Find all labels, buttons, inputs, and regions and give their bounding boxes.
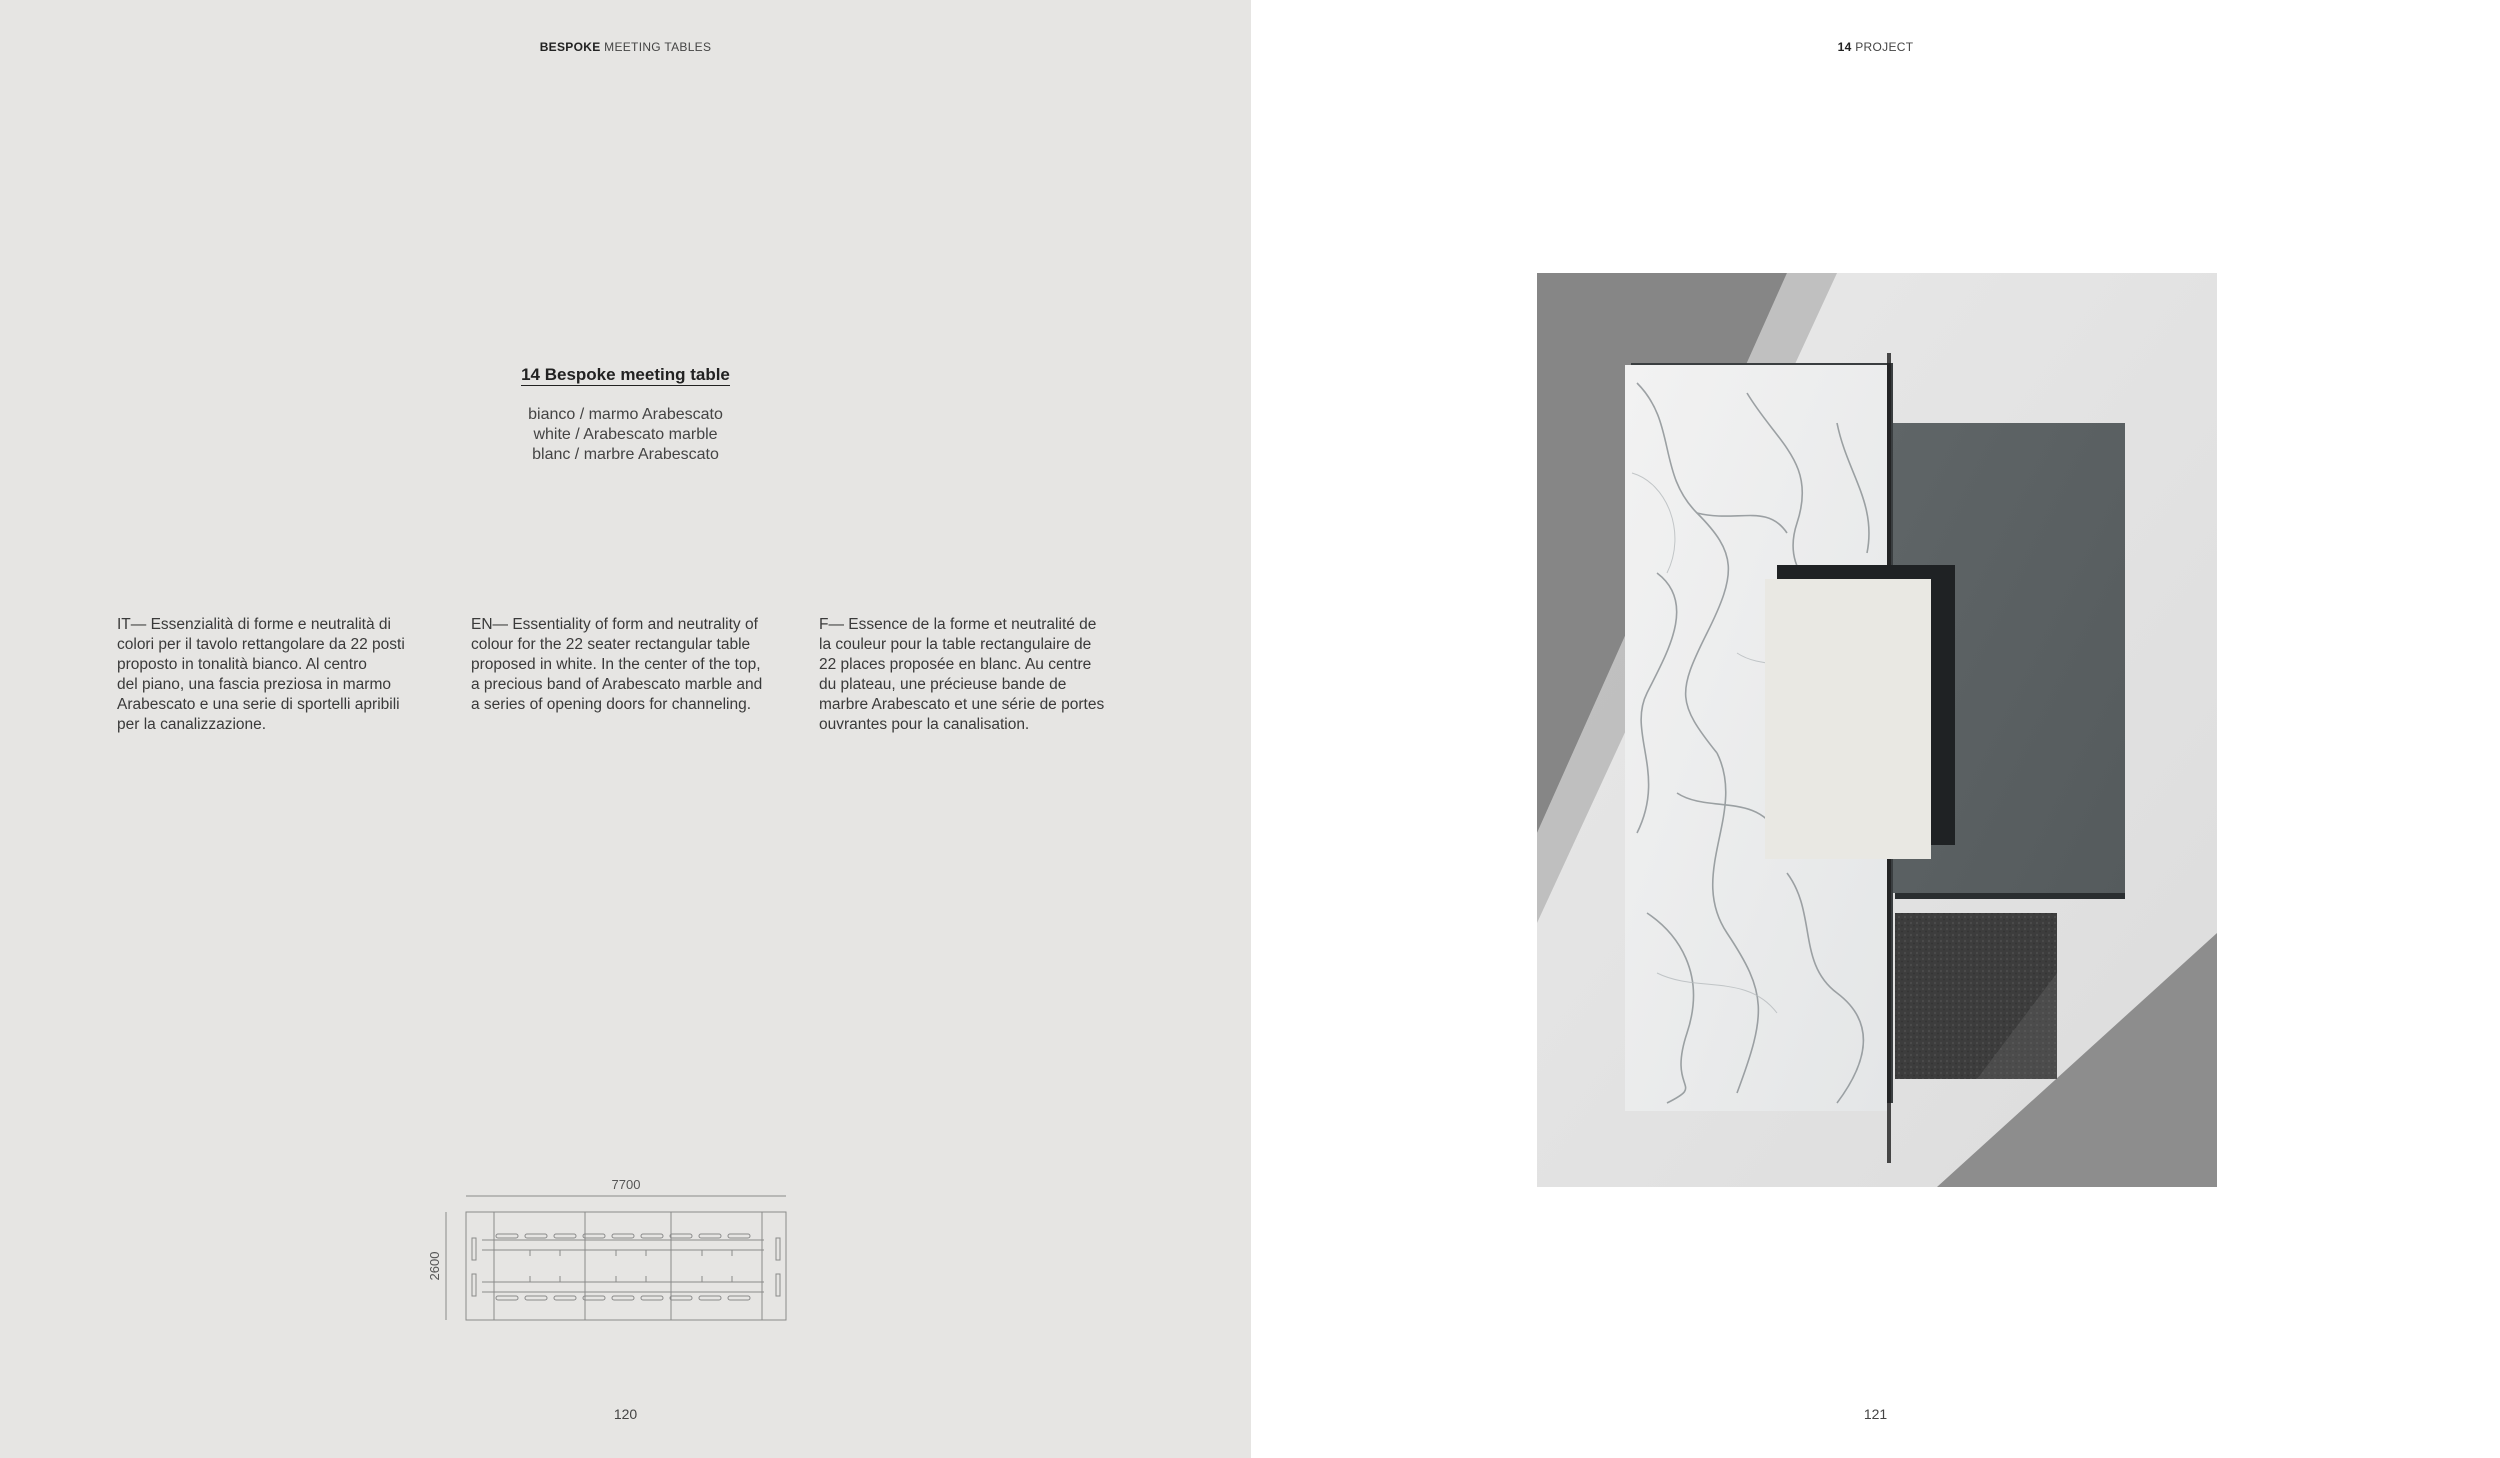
- variant-en: white / Arabescato marble: [533, 426, 718, 443]
- description-en: EN— Essentiality of form and neutrality of colour for the 22 seater rectangular table proposed in white. In the center of the top, a precious band of Arabescato marble and a series of opening doors for channeling.: [471, 616, 763, 713]
- product-title: 14 Bespoke meeting table: [521, 365, 730, 384]
- description-fr: F— Essence de la forme et neutralité de la couleur pour la table rectangulaire de 22 places proposée en blanc. Au centre du plateau, une précieuse bande de marbre Arabescato et une série de portes ouvrantes pour la canalisation.: [819, 616, 1105, 733]
- description-it: IT— Essenzialità di forme e neutralità di colori per il tavolo rettangolare da 22 posti proposto in tonalità bianco. Al centro del piano, una fascia preziosa in marmo Arabescato e una serie di sportelli apribili per la canalizzazione.: [117, 616, 405, 733]
- running-head-bold: 14: [1837, 40, 1852, 54]
- table-plan-drawing: [420, 1170, 800, 1330]
- running-head-text: MEETING TABLES: [604, 40, 712, 54]
- variant-fr: blanc / marbre Arabescato: [532, 446, 719, 463]
- end-panel-left-top: [472, 1238, 476, 1260]
- material-samples-photo: [1537, 273, 2217, 1187]
- length-dimension-label: 7700: [611, 1177, 641, 1192]
- running-head-text: PROJECT: [1855, 40, 1914, 54]
- end-panel-left-bottom: [472, 1274, 476, 1296]
- running-head-bold: BESPOKE: [539, 40, 601, 54]
- end-panel-right-top: [776, 1238, 780, 1260]
- finish-variants: [0, 405, 1251, 465]
- page-number-left: 120: [613, 1406, 638, 1422]
- chairs-bottom: [496, 1296, 750, 1300]
- width-dimension-label: 2600: [427, 1251, 442, 1281]
- end-panel-right-bottom: [776, 1274, 780, 1296]
- running-head-right: [1251, 40, 2500, 54]
- chairs-top: [496, 1234, 750, 1238]
- running-head-left: [0, 40, 1251, 54]
- page-number-right: 121: [1863, 1406, 1888, 1422]
- table-outline: [466, 1212, 786, 1320]
- white-lacquer-sample: [1765, 579, 1931, 859]
- right-page: [1251, 0, 2500, 1458]
- variant-it: bianco / marmo Arabescato: [528, 406, 723, 423]
